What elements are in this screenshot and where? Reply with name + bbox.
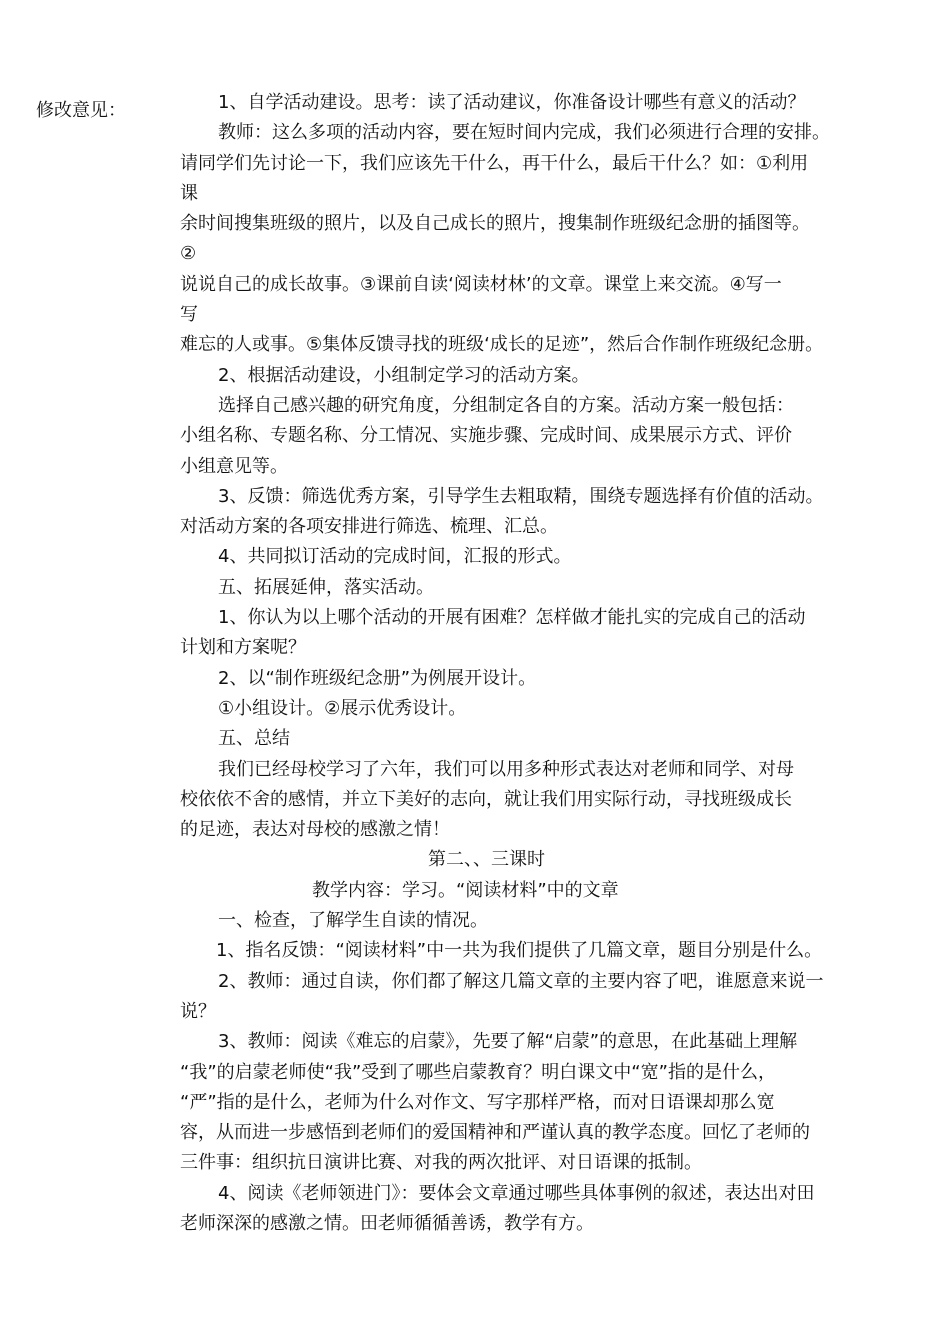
text-line: 校依依不舍的感情，并立下美好的志向，就让我们用实际行动，寻找班级成长	[180, 788, 792, 810]
text-line: ②	[180, 243, 197, 265]
text-line: 我们已经母校学习了六年，我们可以用多种形式表达对老师和同学、对母	[218, 758, 794, 780]
text-line: 小组名称、专题名称、分工情况、实施步骤、完成时间、成果展示方式、评价	[180, 425, 792, 447]
text-line: 1、自学活动建设。思考：读了活动建议，你准备设计哪些有意义的活动？	[218, 92, 806, 113]
text-line: 难忘的人或事。⑤集体反馈寻找的班级‘成长的足迹”，然后合作制作班级纪念册。	[180, 334, 824, 356]
text-line: 三件事：组织抗日演讲比赛、对我的两次批评、对日语课的抵制。	[180, 1152, 702, 1174]
text-line: “严”指的是什么，老师为什么对作文、写字那样严格，而对日语课却那么宽	[180, 1091, 775, 1113]
text-line: 说说自己的成长故事。③课前自读‘阅读材林’的文章。课堂上来交流。④写一	[180, 273, 782, 295]
text-line: 3、反馈：筛选优秀方案，引导学生去粗取精，围绕专题选择有价值的活动。	[218, 485, 824, 507]
text-line: 余时间搜集班级的照片，以及自己成长的照片，搜集制作班级纪念册的插图等。	[180, 213, 810, 235]
text-line: 4、阅读《老师领进门》：要体会文章通过哪些具体事例的叙述，表达出对田	[218, 1182, 815, 1204]
text-line: 容，从而进一步感悟到老师们的爱国精神和严谨认真的教学态度。回忆了老师的	[180, 1122, 810, 1144]
revision-comments-label: 修改意见：	[36, 100, 126, 121]
text-line: 的足迹，表达对母校的感激之情！	[180, 819, 450, 841]
text-line: 计划和方案呢？	[180, 637, 306, 659]
document-body	[180, 88, 880, 1239]
text-line: 1、指名反馈：“阅读材料”中一共为我们提供了几篇文章，题目分别是什么。	[216, 940, 823, 962]
section-heading: 一、检查，了解学生自读的情况。	[218, 910, 488, 932]
text-line: 写	[180, 304, 198, 326]
text-line: 说？	[180, 1000, 216, 1022]
text-line: 教师：这么多项的活动内容，要在短时间内完成，我们必须进行合理的安排。	[218, 122, 830, 144]
text-line: 3、教师：阅读《难忘的启蒙》，先要了解“启蒙”的意思，在此基础上理解	[218, 1031, 798, 1053]
text-line: 小组意见等。	[180, 455, 288, 477]
text-line: ①小组设计。②展示优秀设计。	[218, 697, 467, 719]
text-line: 对活动方案的各项安排进行筛选、梳理、汇总。	[180, 516, 558, 538]
section-heading: 五、总结	[218, 728, 290, 750]
text-line: 课	[180, 182, 198, 204]
text-line: 2、以“制作班级纪念册”为例展开设计。	[218, 667, 537, 689]
text-line: 老师深深的感激之情。田老师循循善诱，教学有方。	[180, 1212, 594, 1234]
text-line: 请同学们先讨论一下，我们应该先干什么，再干什么，最后干什么？如：①利用	[180, 152, 809, 174]
text-line: “我”的启蒙老师使“我”受到了哪些启蒙教育？明白课文中“宽”指的是什么，	[180, 1061, 776, 1083]
lesson-content-heading: 教学内容：学习。“阅读材料”中的文章	[312, 879, 619, 901]
lesson-title: 第二、、三课时	[428, 849, 545, 871]
text-line: 4、共同拟订活动的完成时间，汇报的形式。	[218, 546, 572, 568]
text-line: 2、教师：通过自读，你们都了解这几篇文章的主要内容了吧，谁愿意来说一	[218, 970, 824, 992]
section-heading: 五、拓展延伸，落实活动。	[218, 576, 434, 598]
text-line: 选择自己感兴趣的研究角度，分组制定各自的方案。活动方案一般包括：	[218, 394, 794, 416]
text-line: 2、根据活动建设，小组制定学习的活动方案。	[218, 364, 590, 386]
text-line: 1、你认为以上哪个活动的开展有困难？怎样做才能扎实的完成自己的活动	[218, 607, 806, 629]
